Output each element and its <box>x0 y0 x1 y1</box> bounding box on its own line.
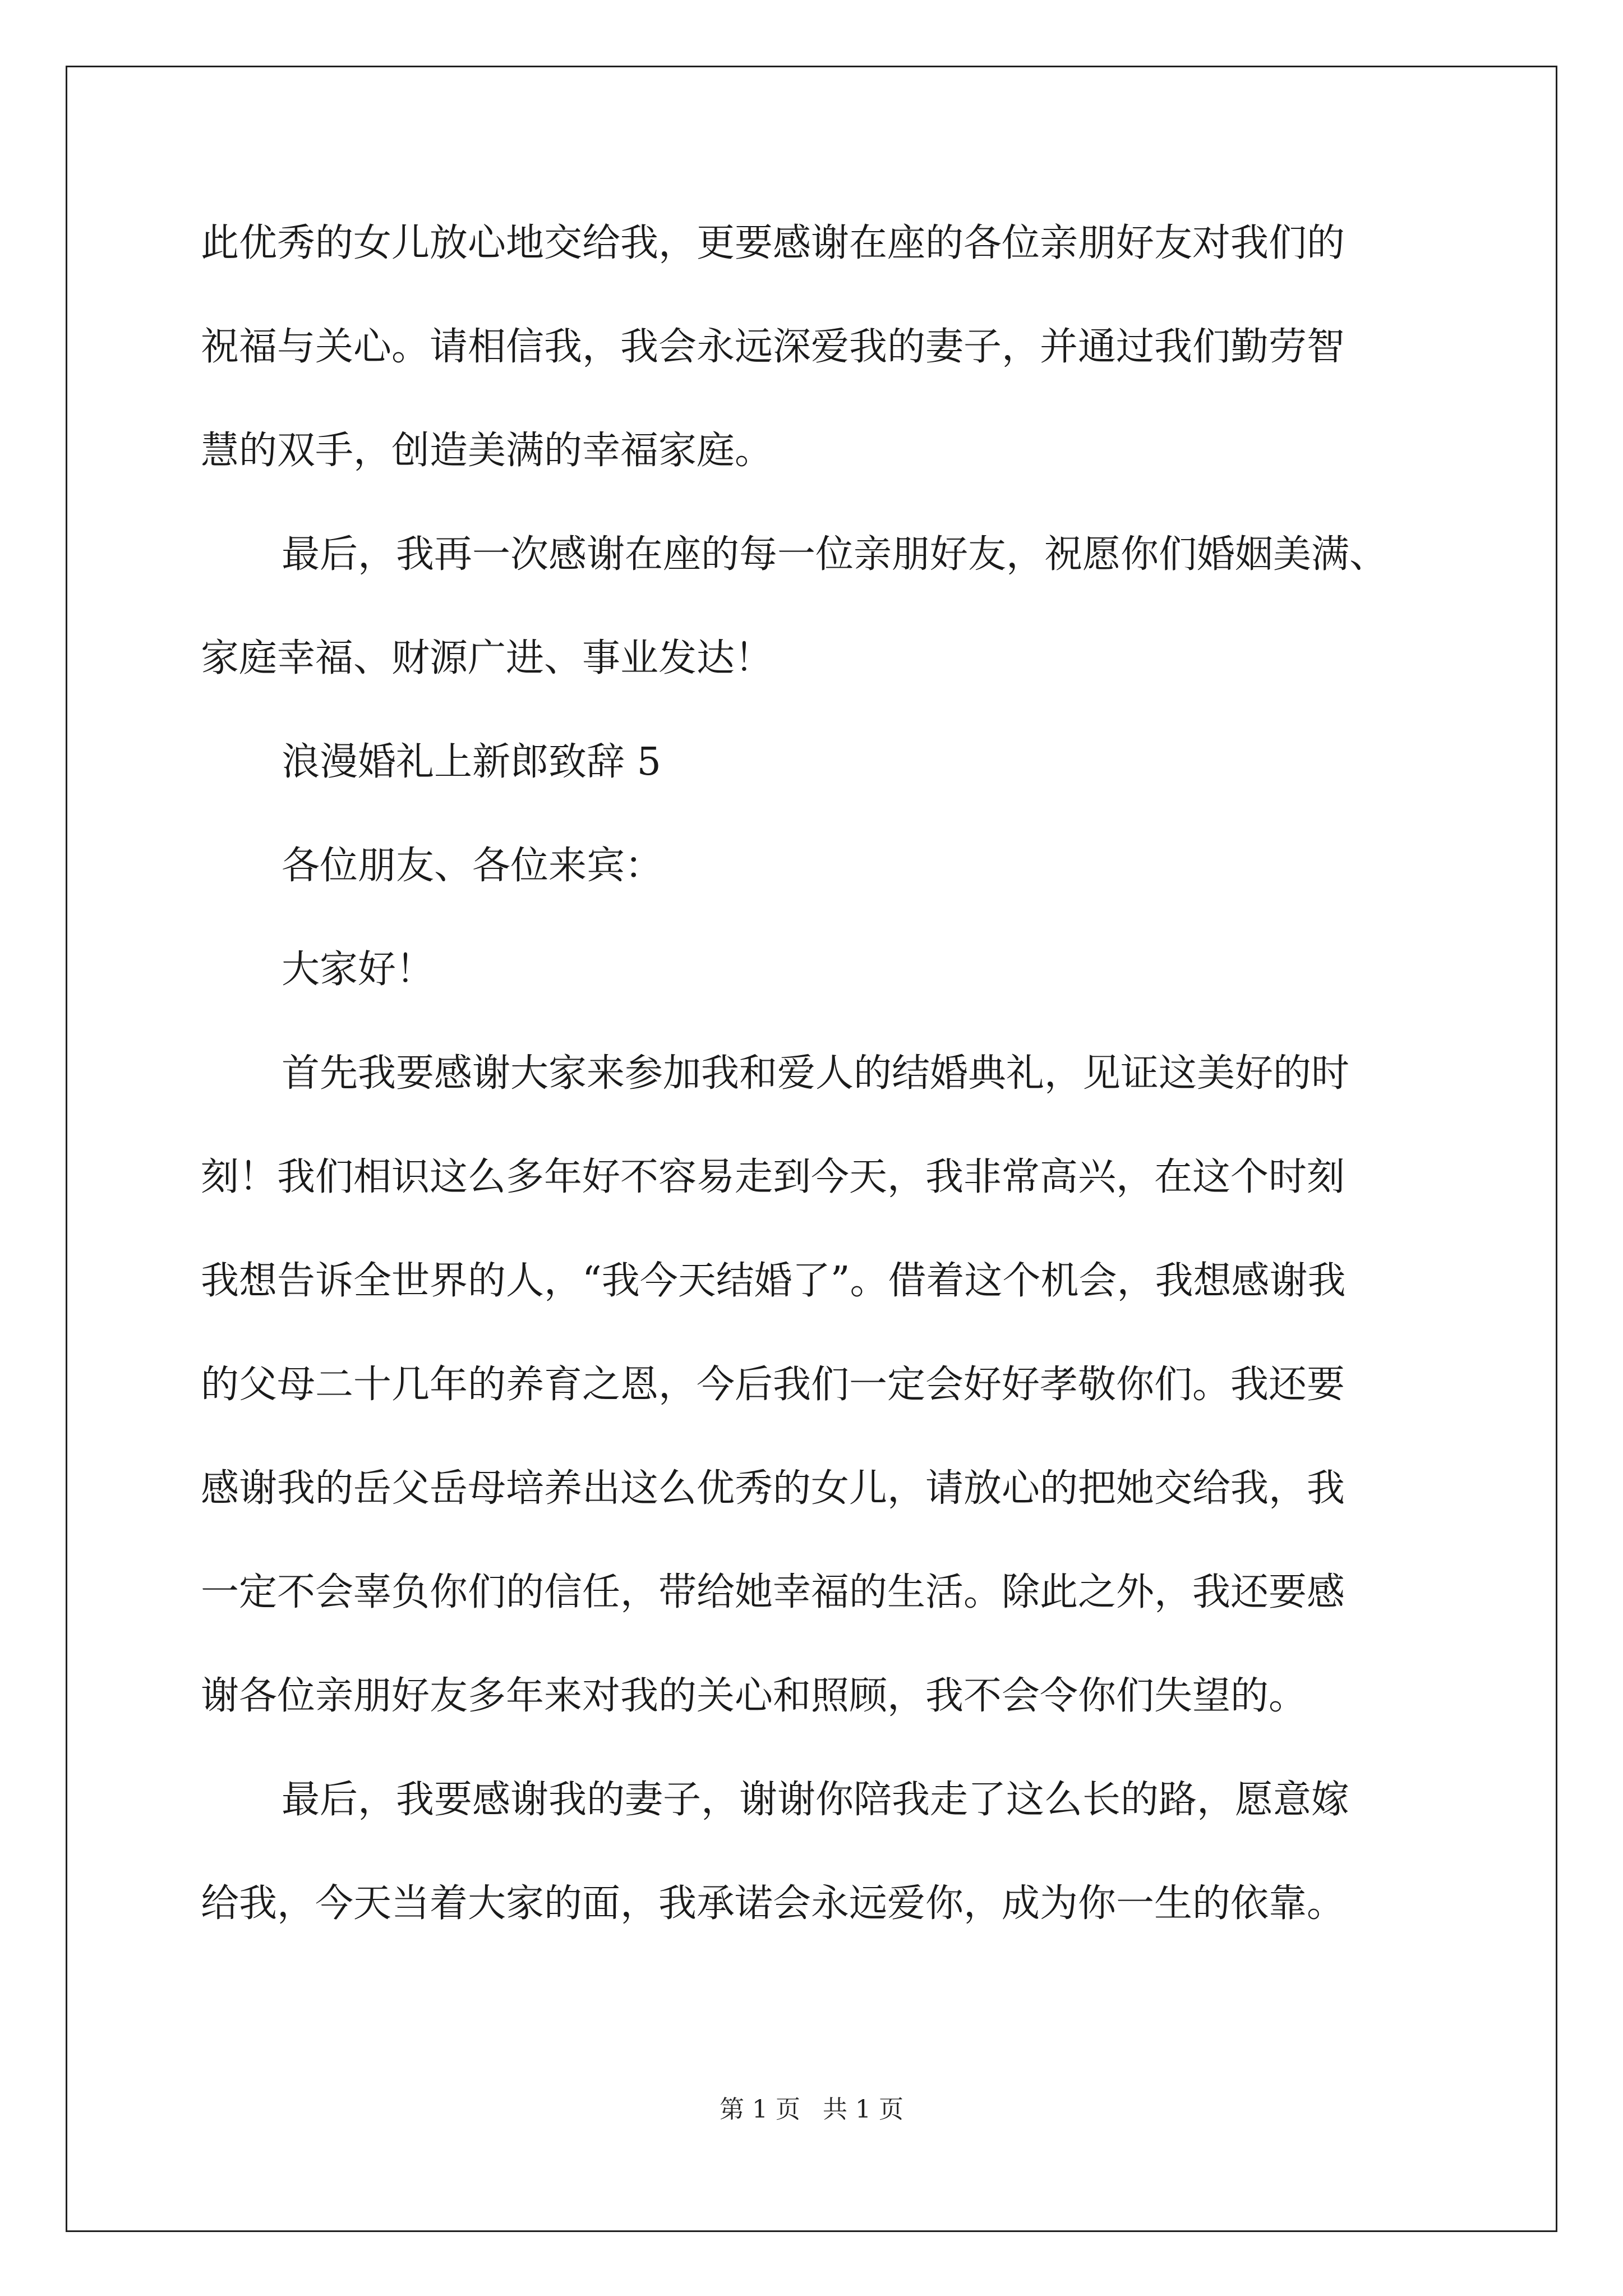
text-line: 感谢我的岳父岳母培养出这么优秀的女儿，请放心的把她交给我，我 <box>201 1466 1345 1511</box>
text-line: 我想告诉全世界的人，“我今天结婚了”。借着这个机会，我想感谢我 <box>201 1259 1346 1303</box>
page-footer <box>0 2094 1623 2125</box>
document-body <box>201 219 1435 1929</box>
text-line: 此优秀的女儿放心地交给我，更要感谢在座的各位亲朋好友对我们的 <box>201 221 1345 265</box>
text-line: 祝福与关心。请相信我，我会永远深爱我的妻子，并通过我们勤劳智 <box>201 325 1345 369</box>
section-heading: 浪漫婚礼上新郎致辞 5 <box>282 740 661 784</box>
text-line: 首先我要感谢大家来参加我和爱人的结婚典礼，见证这美好的时 <box>282 1051 1350 1096</box>
page-number-current: 第 1 页 <box>720 2095 800 2124</box>
text-line: 的父母二十几年的养育之恩，今后我们一定会好好孝敬你们。我还要 <box>201 1363 1345 1407</box>
text-line: 一定不会辜负你们的信任，带给她幸福的生活。除此之外，我还要感 <box>201 1570 1345 1614</box>
text-line: 家庭幸福、财源广进、事业发达！ <box>201 636 773 680</box>
text-line: 给我，今天当着大家的面，我承诺会永远爱你，成为你一生的依靠。 <box>201 1881 1345 1926</box>
text-line: 最后，我要感谢我的妻子，谢谢你陪我走了这么长的路，愿意嫁 <box>282 1778 1350 1822</box>
salutation: 各位朋友、各位来宾： <box>282 844 663 888</box>
greeting: 大家好！ <box>282 947 435 992</box>
text-line: 谢各位亲朋好友多年来对我的关心和照顾，我不会令你们失望的。 <box>201 1674 1307 1718</box>
page-number-total: 共 1 页 <box>823 2095 903 2124</box>
text-line: 刻！我们相识这么多年好不容易走到今天，我非常高兴，在这个时刻 <box>201 1155 1345 1199</box>
text-line: 最后，我再一次感谢在座的每一位亲朋好友，祝愿你们婚姻美满、 <box>282 532 1388 577</box>
text-line: 慧的双手，创造美满的幸福家庭。 <box>201 429 773 473</box>
